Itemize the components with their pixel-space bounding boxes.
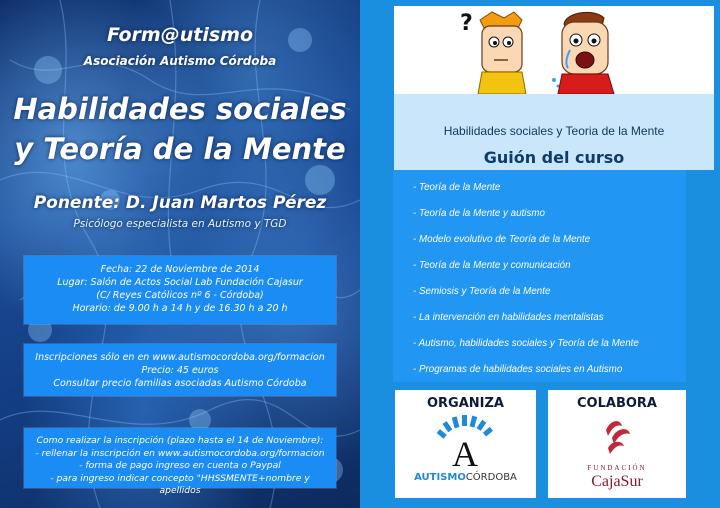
speaker-role: Psicólogo especialista en Autismo y TGD xyxy=(73,218,287,230)
cajasur-wordmark: CajaSur xyxy=(591,473,643,490)
fundacion-label: FUNDACIÓN xyxy=(587,464,647,472)
organiza-box xyxy=(395,390,536,498)
topic-item: - Programas de habilidades sociales en Autismo xyxy=(413,364,623,375)
event-info-box xyxy=(24,256,336,324)
confused-boy-illustration xyxy=(394,6,714,94)
how-to-step: - forma de pago ingreso en cuenta o Paypal xyxy=(79,460,281,471)
association-name: Asociación Autismo Córdoba xyxy=(83,54,277,68)
registration-url: Inscripciones sólo en en www.autismocordoba.org/formacion xyxy=(35,352,325,363)
colabora-label: COLABORA xyxy=(577,396,657,411)
registration-price: Precio: 45 euros xyxy=(141,365,219,376)
speaker-name: Ponente: D. Juan Martos Pérez xyxy=(33,193,327,213)
topic-item: - Teoría de la Mente xyxy=(413,182,501,193)
how-to-register-box xyxy=(24,428,336,496)
main-title-line1: Habilidades sociales xyxy=(13,92,347,126)
topic-item: - Teoría de la Mente y autismo xyxy=(413,208,545,219)
topic-item: - Semiosis y Teoría de la Mente xyxy=(413,286,551,297)
svg-text:?: ? xyxy=(460,11,473,36)
how-to-heading: Como realizar la inscripción (plazo hasta el 14 de Noviembre): xyxy=(36,435,324,446)
topic-item: - La intervención en habilidades mentalistas xyxy=(413,312,604,323)
organiza-label: ORGANIZA xyxy=(427,396,504,411)
how-to-step: - rellenar la inscripción en www.autismocordoba.org/formacion xyxy=(35,447,325,459)
svg-text:A: A xyxy=(452,434,478,474)
topic-item: - Modelo evolutivo de Teoría de la Mente xyxy=(413,234,591,245)
registration-family-note: Consultar precio familias asociadas Autismo Córdoba xyxy=(53,378,307,389)
event-date: Fecha: 22 de Noviembre de 2014 xyxy=(100,264,260,275)
event-address: (C/ Reyes Católicos nº 6 - Córdoba) xyxy=(96,290,264,301)
how-to-step: - para ingreso indicar concepto "HHSSMENTE+nombre y apellidos xyxy=(50,472,310,496)
event-location: Lugar: Salón de Actos Social Lab Fundación Cajasur xyxy=(57,277,303,288)
colabora-box xyxy=(548,390,686,498)
topic-item: - Autismo, habilidades sociales y Teoría de la Mente xyxy=(413,338,639,349)
brand-title: Form@utismo xyxy=(106,24,253,46)
course-subtitle: Habilidades sociales y Teoria de la Mente xyxy=(443,124,665,138)
course-topics-box xyxy=(393,170,686,382)
topic-item: - Teoría de la Mente y comunicación xyxy=(413,260,571,271)
illustration-box xyxy=(394,6,714,94)
course-outline-title: Guión del curso xyxy=(483,148,625,167)
autismo-cordoba-wordmark: AUTISMOCÓRDOBA xyxy=(414,472,517,483)
main-title-line2: y Teoría de la Mente xyxy=(14,132,346,166)
registration-box xyxy=(24,344,336,396)
event-schedule: Horario: de 9.00 h a 14 h y de 16.30 h a 20 h xyxy=(72,303,288,314)
